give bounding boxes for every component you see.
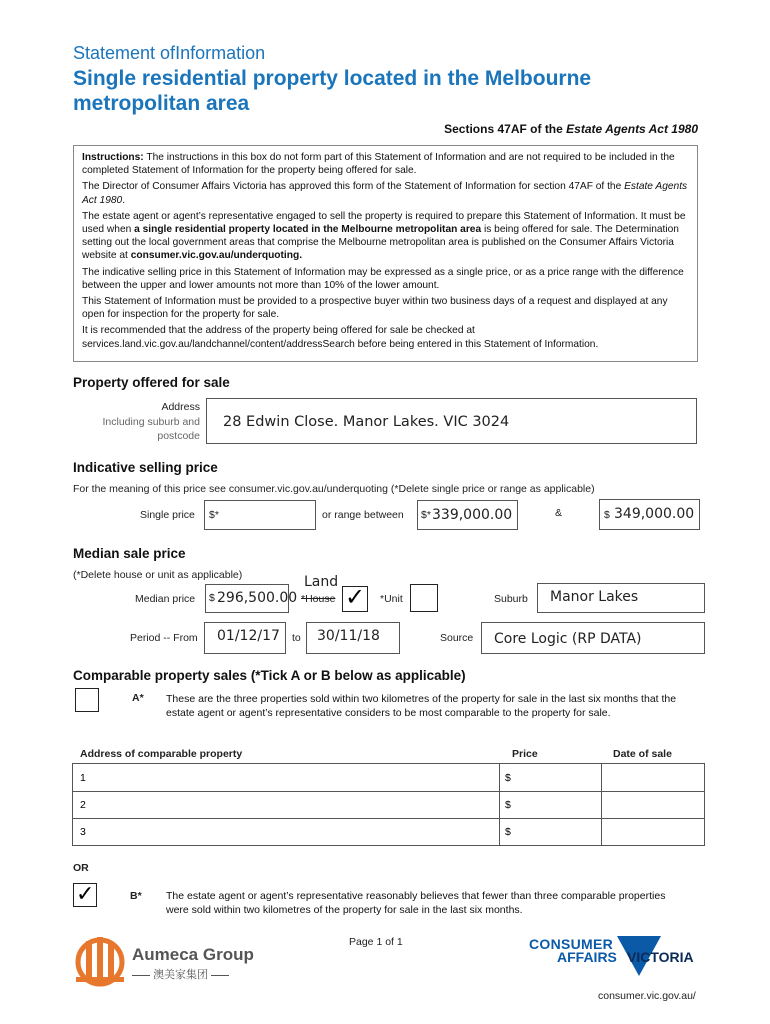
aumeca-chinese <box>132 966 229 982</box>
comparable-heading: Comparable property sales (*Tick A or B below as applicable) <box>73 668 466 683</box>
median-price-field[interactable] <box>205 584 298 613</box>
aumeca-rule-left <box>132 975 150 976</box>
range-low-field[interactable] <box>417 500 518 530</box>
title-line-1: Single residential property located in the Melbourne <box>73 67 592 90</box>
row-price[interactable]: $ <box>500 764 602 792</box>
statement-kicker <box>73 43 265 64</box>
address-label-line3: postcode <box>157 430 200 442</box>
land-handwritten: Land <box>304 574 339 590</box>
table-row <box>73 764 705 792</box>
instructions-p3-b: is being offered for sale. The Determination setting out the local government areas that comprise the Melbourne metropolitan area is published on the Consumer Affairs Victoria website at <box>82 224 679 262</box>
aumeca-mark-icon <box>72 935 128 987</box>
col-price-header: Price <box>512 748 538 760</box>
option-a-checkbox[interactable] <box>75 688 99 712</box>
row-date[interactable] <box>602 792 705 819</box>
option-b-label: B* <box>130 890 142 902</box>
address-field[interactable] <box>206 398 697 444</box>
col-date-header: Date of sale <box>613 748 672 760</box>
instructions-box <box>73 145 698 362</box>
table-row <box>73 792 705 819</box>
suburb-label: Suburb <box>494 593 528 605</box>
property-heading: Property offered for sale <box>73 375 230 390</box>
address-label <box>80 400 200 444</box>
indicative-heading: Indicative selling price <box>73 460 218 475</box>
source-value: Core Logic (RP DATA) <box>494 631 642 647</box>
instructions-p4: The indicative selling price in this Statement of Information may be expressed as a single price, or as a price range with the difference between the upper and lower amounts not more than 10% of the lower amount. <box>82 266 684 291</box>
instructions-p6: It is recommended that the address of the property being offered for sale be checked at services.land.vic.gov.au/landchannel/content/addressSearch before being entered in this Statement of Information. <box>82 325 599 350</box>
page-number: Page 1 of 1 <box>349 936 403 948</box>
period-to-field[interactable] <box>306 622 400 654</box>
suburb-value: Manor Lakes <box>550 589 639 605</box>
period-to-value: 30/11/18 <box>317 628 380 644</box>
cav-logo <box>529 936 709 976</box>
cav-line2: AFFAIRS <box>557 949 617 965</box>
median-price-label: Median price <box>135 593 196 605</box>
single-price-prefix: $* <box>209 509 219 521</box>
instructions-p2-act: Estate Agents Act 1980 <box>82 181 688 206</box>
median-heading: Median sale price <box>73 546 186 561</box>
title-line-2: metropolitan area <box>73 92 250 115</box>
period-label: Period -- From <box>130 632 198 644</box>
row-price[interactable]: $ <box>500 819 602 846</box>
source-label: Source <box>440 632 474 644</box>
address-label-line2: Including suburb and <box>102 415 200 428</box>
single-price-field[interactable] <box>204 500 316 530</box>
instructions-p5: This Statement of Information must be provided to a prospective buyer within two business days of a request and displayed at any open for inspection for the property for sale. <box>82 296 668 321</box>
table-row <box>73 819 705 846</box>
aumeca-name: Aumeca Group <box>132 945 254 964</box>
row-date[interactable] <box>602 764 705 792</box>
house-tick-icon: ✓ <box>345 584 366 611</box>
range-low-prefix: $* <box>421 509 431 521</box>
aumeca-chinese-text: 澳美家集团 <box>153 968 209 981</box>
median-price-prefix: $ <box>209 592 215 604</box>
period-from-value: 01/12/17 <box>217 628 280 644</box>
unit-checkbox[interactable] <box>410 584 438 612</box>
address-label-line1: Address <box>161 401 200 413</box>
kicker-part-a: Statement of <box>73 43 176 63</box>
instructions-p2-end: . <box>122 194 126 206</box>
aumeca-logo <box>72 935 262 987</box>
address-value: 28 Edwin Close. Manor Lakes. VIC 3024 <box>223 414 510 430</box>
single-price-label: Single price <box>140 509 195 521</box>
aumeca-rule-right <box>211 975 229 976</box>
option-b-text: The estate agent or agent’s representative reasonably believes that fewer than three comparable properties were sold within two kilometres of the property for sale in the last six months. <box>166 890 666 917</box>
range-low-value: 339,000.00 <box>432 507 513 523</box>
page-title <box>73 66 591 116</box>
or-label: OR <box>73 862 89 874</box>
cav-url[interactable]: consumer.vic.gov.au/ <box>598 990 696 1002</box>
sections-prefix: Sections 47AF of the <box>444 122 567 136</box>
house-label <box>301 593 335 605</box>
option-a-label: A* <box>132 692 144 704</box>
option-a-text: These are the three properties sold within two kilometres of the property for sale in the last six months that the estate agent or agent’s representative considers to be most comparable to the property for sale. <box>166 693 677 720</box>
row-number: 2 <box>73 792 500 819</box>
suburb-field[interactable] <box>537 583 705 613</box>
house-label-text: *House <box>301 593 336 605</box>
sections-reference <box>444 122 698 136</box>
range-ampersand: & <box>555 507 563 519</box>
row-number: 1 <box>73 764 500 792</box>
underquoting-link[interactable]: consumer.vic.gov.au/underquoting. <box>130 250 303 262</box>
house-checkbox[interactable] <box>342 586 368 612</box>
indicative-note: For the meaning of this price see consumer.vic.gov.au/underquoting (*Delete single price or range as applicable) <box>73 483 595 495</box>
instructions-label: Instructions: <box>82 152 144 163</box>
source-field[interactable] <box>481 622 705 654</box>
range-high-prefix: $ <box>604 509 610 521</box>
instructions-p3-bold: a single residential property located in the Melbourne metropolitan area <box>134 224 482 236</box>
row-price[interactable]: $ <box>500 792 602 819</box>
row-date[interactable] <box>602 819 705 846</box>
unit-label: *Unit <box>380 593 403 605</box>
col-address-header: Address of comparable property <box>80 748 243 760</box>
row-number: 3 <box>73 819 500 846</box>
range-label: or range between <box>322 509 404 521</box>
comparable-table <box>72 763 705 846</box>
cav-victoria: VICTORIA <box>627 949 694 965</box>
instructions-p3-a: The estate agent or agent’s representative engaged to sell the property is required to prepare this Statement of Information. It must be used when <box>82 210 686 236</box>
range-high-value: 349,000.00 <box>614 506 695 522</box>
to-label: to <box>292 632 301 644</box>
sections-act: Estate Agents Act 1980 <box>566 122 698 136</box>
median-price-value: 296,500.00 <box>217 590 298 606</box>
option-b-tick-icon: ✓ <box>76 881 95 906</box>
median-note: (*Delete house or unit as applicable) <box>73 569 243 581</box>
instructions-p1-text: The instructions in this box do not form part of this Statement of Information and are not required to be included in the completed Statement of Information for the property being offered for sale. <box>82 152 675 177</box>
instructions-p2 <box>82 180 689 206</box>
instructions-p2-text: The Director of Consumer Affairs Victoria has approved this form of the Statement of Information for section 47AF of the <box>82 181 625 193</box>
instructions-p1 <box>82 151 689 177</box>
option-b-checkbox[interactable] <box>73 883 97 907</box>
instructions-p3 <box>82 210 689 263</box>
period-from-field[interactable] <box>204 622 286 654</box>
kicker-part-b: Information <box>175 43 266 63</box>
range-high-field[interactable] <box>599 499 700 530</box>
cav-line1: CONSUMER <box>529 936 614 952</box>
